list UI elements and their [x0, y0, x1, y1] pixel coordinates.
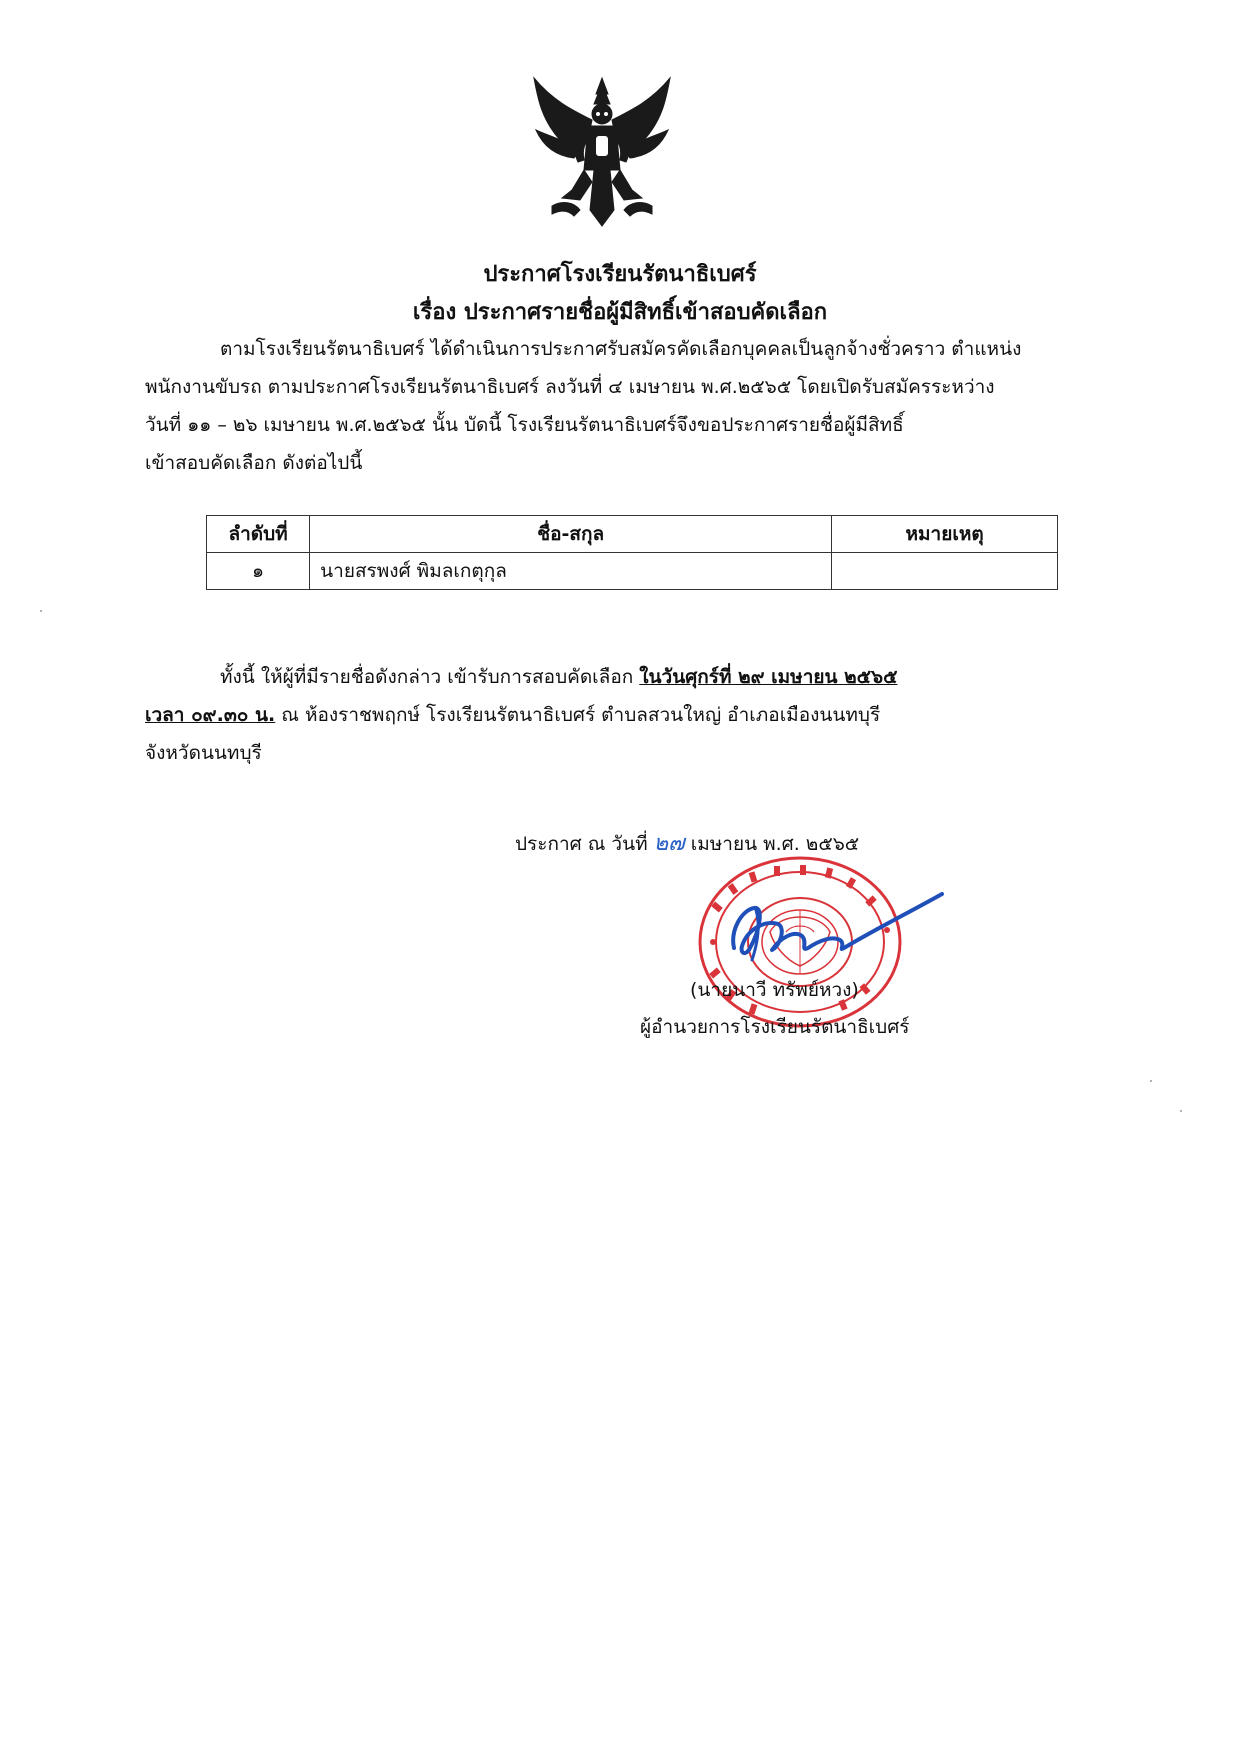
- column-header-order: ลำดับที่: [207, 516, 310, 553]
- row-note: [832, 553, 1058, 590]
- scan-speck: [1180, 1110, 1182, 1112]
- intro-line-4: เข้าสอบคัดเลือก ดังต่อไปนี้: [145, 452, 363, 474]
- schedule-province: จังหวัดนนทบุรี: [145, 742, 262, 764]
- intro-line-2: พนักงานขับรถ ตามประกาศโรงเรียนรัตนาธิเบศร์ ลงวันที่ ๔ เมษายน พ.ศ.๒๕๖๕ โดยเปิดรับสมัครระหว่าง: [145, 376, 995, 398]
- schedule-lead: ทั้งนี้ ให้ผู้ที่มีรายชื่อดังกล่าว เข้ารับการสอบคัดเลือก: [220, 666, 640, 688]
- exam-place: ณ ห้องราชพฤกษ์ โรงเรียนรัตนาธิเบศร์ ตำบลสวนใหญ่ อำเภอเมืองนนทบุรี: [275, 704, 881, 726]
- announce-prefix: ประกาศ ณ วันที่: [515, 833, 654, 855]
- scan-speck: [40, 610, 42, 612]
- announce-suffix: เมษายน พ.ศ. ๒๕๖๕: [684, 833, 860, 855]
- signer-name: (นายนาวี ทรัพย์หวง): [690, 979, 859, 1001]
- signer-position: ผู้อำนวยการโรงเรียนรัตนาธิเบศร์: [640, 1016, 910, 1038]
- table-header-row: [207, 516, 1058, 553]
- column-header-note: หมายเหตุ: [832, 516, 1058, 553]
- schedule-line-1: [145, 658, 1075, 696]
- candidate-table: [206, 515, 1058, 590]
- scan-speck: [1150, 1080, 1152, 1082]
- exam-time: เวลา ๐๙.๓๐ น.: [145, 704, 276, 726]
- schedule-line-2: [145, 696, 1075, 734]
- intro-line-3: วันที่ ๑๑ – ๒๖ เมษายน พ.ศ.๒๕๖๕ นั้น บัดนี้ โรงเรียนรัตนาธิเบศร์จึงขอประกาศรายชื่อผู้มีสิทธิ์: [145, 414, 904, 436]
- table-row: [207, 553, 1058, 590]
- exam-date: ในวันศุกร์ที่ ๒๙ เมษายน ๒๕๖๕: [639, 666, 898, 688]
- garuda-emblem-icon: [522, 70, 682, 230]
- handwritten-signature: [720, 890, 950, 970]
- announcement-title: ประกาศโรงเรียนรัตนาธิเบศร์: [483, 262, 757, 287]
- announcement-subject: เรื่อง ประกาศรายชื่อผู้มีสิทธิ์เข้าสอบคัดเลือก: [412, 300, 828, 325]
- row-order: ๑: [207, 553, 310, 590]
- intro-line-1: ตามโรงเรียนรัตนาธิเบศร์ ได้ดำเนินการประกาศรับสมัครคัดเลือกบุคคลเป็นลูกจ้างชั่วคราว ตำแหน่ง: [220, 338, 1022, 360]
- announce-day-handwritten: ๒๗: [653, 831, 685, 856]
- column-header-name: ชื่อ-สกุล: [310, 516, 832, 553]
- row-name: นายสรพงศ์ พิมลเกตุกุล: [310, 553, 832, 590]
